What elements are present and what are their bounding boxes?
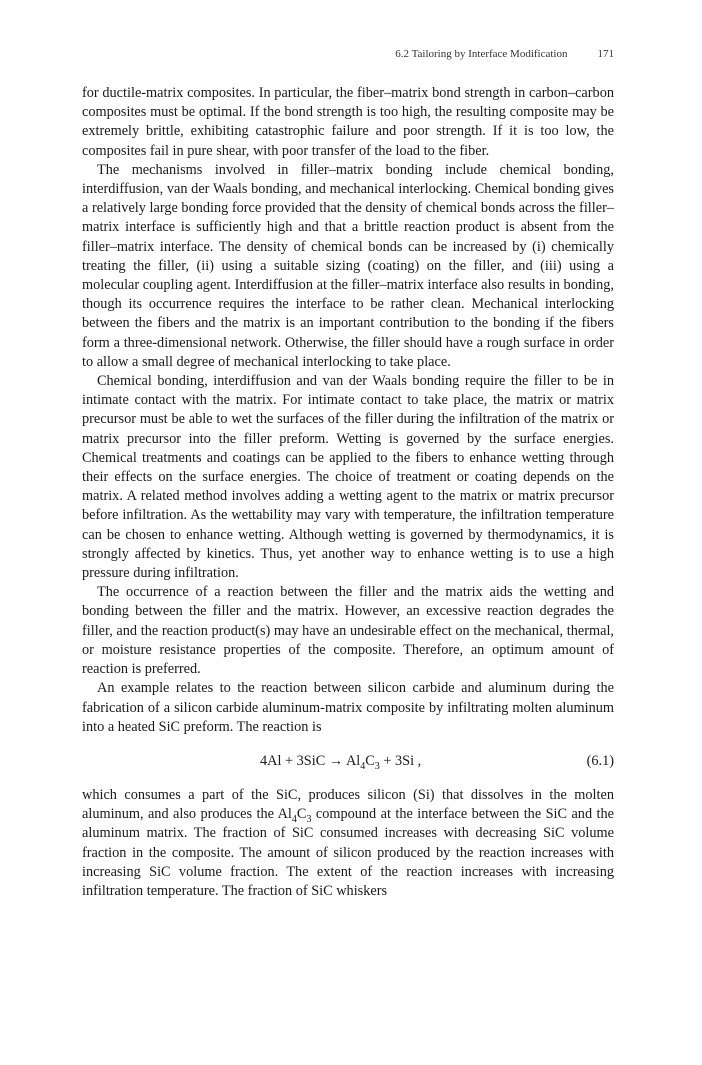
equation-c: C xyxy=(365,752,375,769)
equation-6-1 xyxy=(82,748,614,778)
paragraph-6-sub3: 3 xyxy=(306,813,312,825)
paragraph-6-c: C xyxy=(296,806,307,823)
equation-number: (6.1) xyxy=(586,752,614,769)
section-title: 6.2 Tailoring by Interface Modification xyxy=(395,48,568,60)
equation-sub3: 3 xyxy=(374,760,380,772)
body-text xyxy=(82,84,614,901)
page-number: 171 xyxy=(597,48,614,60)
paragraph-6-sub4: 4 xyxy=(291,813,297,825)
paragraph-6 xyxy=(82,786,614,901)
equation-al: Al xyxy=(345,752,361,769)
equation-sub4: 4 xyxy=(360,760,366,772)
equation-body xyxy=(260,752,421,771)
paragraph-4: The occurrence of a reaction between the filler and the matrix aids the wetting and bonding between the filler and the matrix. However, an excessive reaction degrades the filler, and the reaction product(s) may have an undesirable effect on the mechanical, thermal, or moisture resistance properties of the composite. Therefore, an optimum amount of reaction is preferred. xyxy=(82,584,614,678)
equation-tail: + 3Si , xyxy=(379,752,422,769)
paragraph-5: An example relates to the reaction between silicon carbide and aluminum during the fabrication of a silicon carbide aluminum-matrix composite by infiltrating molten aluminum into a heated SiC preform. The reaction is xyxy=(82,680,614,735)
paragraph-1: for ductile-matrix composites. In particular, the fiber–matrix bond strength in carbon–carbon composites must be optimal. If the bond strength is too high, the resulting composite may be extremely brittle, exhibiting catastrophic failure and poor strength. If it is too low, the composites fail in pure shear, with poor transfer of the load to the fiber. xyxy=(82,85,614,159)
paragraph-6-part-1: which consumes a part of the SiC, produces silicon (Si) that dissolves in the molten aluminum, and also produces the Al xyxy=(82,786,614,823)
paragraph-3: Chemical bonding, interdiffusion and van der Waals bonding require the filler to be in intimate contact with the matrix. For intimate contact to take place, the matrix or matrix precursor must be able to wet the surfaces of the filler during the infiltration of the matrix or matrix precursor into the filler preform. Wetting is governed by the surface energies. Chemical treatments and coatings can be applied to the fibers to enhance wetting through their effects on the surface energies. The choice of treatment or coating depends on the matrix. A related method involves adding a wetting agent to the matrix or matrix precursor before infiltration. As the wettability may vary with temperature, the infiltration temperature can be chosen to enhance wetting. Although wetting is governed by thermodynamics, it is strongly affected by kinetics. Thus, yet another way to enhance wetting is to use a high pressure during infiltration. xyxy=(82,373,614,582)
paragraph-2: The mechanisms involved in filler–matrix bonding include chemical bonding, interdiffusion, van der Waals bonding, and mechanical interlocking. Chemical bonding gives a relatively large bonding force provided that the density of chemical bonds across the filler–matrix interface is sufficiently high and that a brittle reaction product is absent from the filler–matrix interface. The density of chemical bonds can be increased by (i) chemically treating the filler, (ii) using a suitable sizing (coating) on the filler, and (iii) using a molecular coupling agent. Interdiffusion at the filler–matrix interface also results in bonding, though its occurrence requires the interface to be rather clean. Mechanical interlocking between the fibers and the matrix is an important contribution to the bonding if the fibers form a three-dimensional network. Otherwise, the filler should have a rough surface in order to allow a small degree of mechanical interlocking to take place. xyxy=(82,161,614,370)
equation-lhs: 4Al + 3SiC xyxy=(260,752,326,769)
running-header xyxy=(82,48,614,60)
equation-arrow: → xyxy=(328,752,344,769)
paragraph-6-part-2: compound at the interface between the SiC and the aluminum matrix. The fraction of SiC consumed increases with decreasing SiC volume fraction in the composite. The amount of silicon produced by the reaction increases with increasing SiC volume fraction. The extent of the reaction increases with increasing infiltration temperature. The fraction of SiC whiskers xyxy=(82,806,614,899)
